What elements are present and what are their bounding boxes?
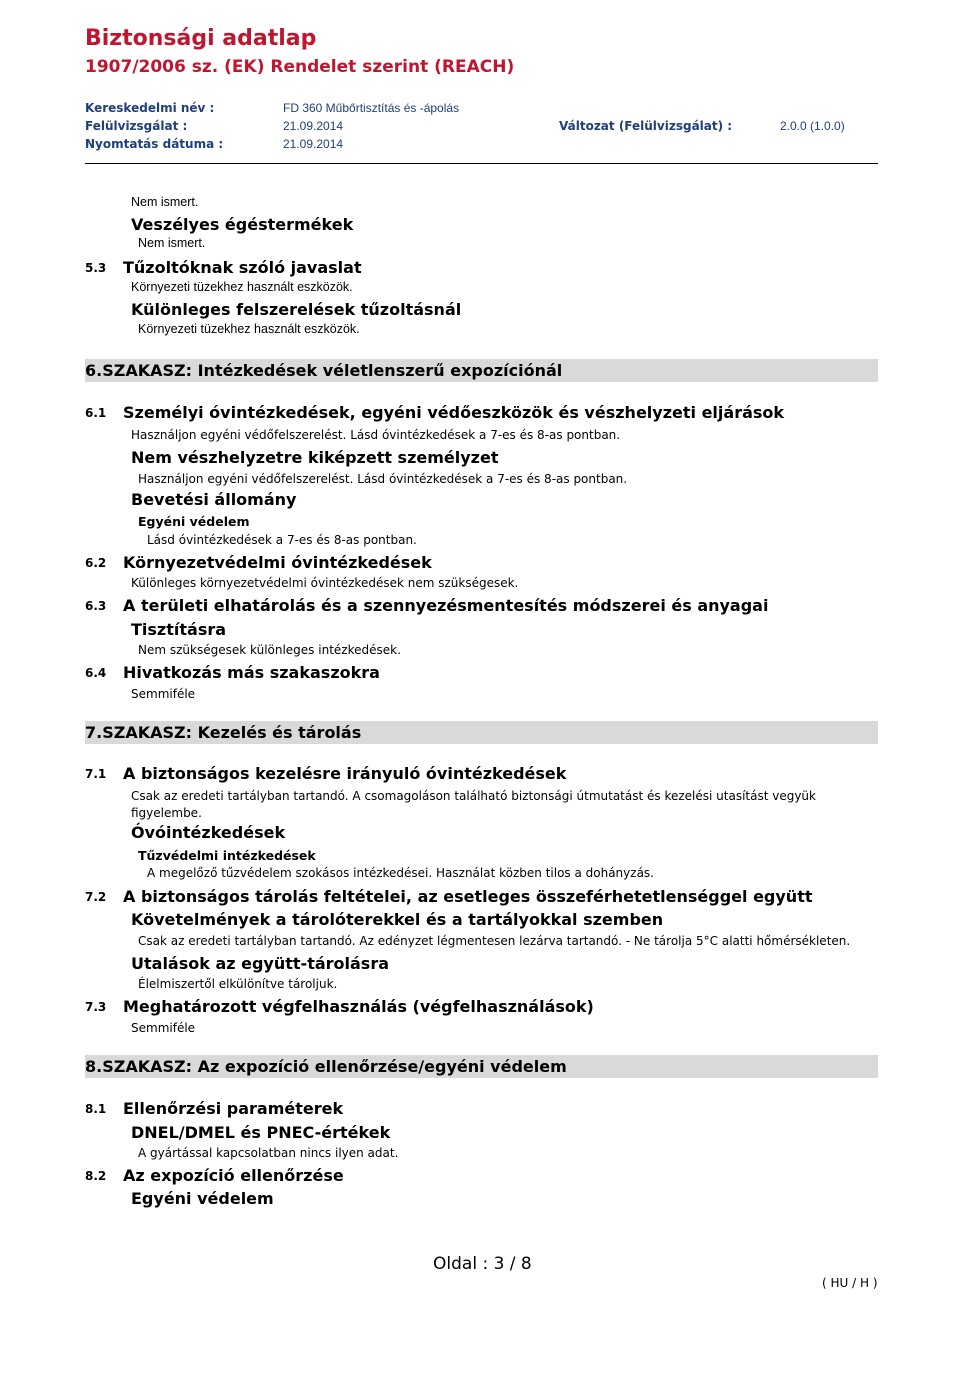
- cleaning-heading: Tisztításra: [131, 620, 227, 639]
- safe-handling-text-cont: figyelembe.: [131, 806, 202, 820]
- personal-precautions-text: Használjon egyéni védőfelszerelést. Lásd óvintézkedések a 7-es és 8-as pontban.: [131, 428, 621, 442]
- section-number: 7.1: [85, 767, 107, 781]
- storage-requirements-text: Csak az eredeti tartályban tartandó. Az edényzet légmentesen lezárva tartandó. - Ne tárolja 5°C alatti hőmérsékleten.: [138, 934, 851, 948]
- trade-name-value: FD 360 Műbőrtisztítás és -ápolás: [283, 101, 460, 115]
- special-equipment-heading: Különleges felszerelések tűzoltásnál: [131, 300, 462, 319]
- fire-protection-text: A megelőző tűzvédelem szokásos intézkedései. Használat közben tilos a dohányzás.: [147, 866, 654, 880]
- dnel-heading: DNEL/DMEL és PNEC-értékek: [131, 1123, 391, 1142]
- containment-heading: A területi elhatárolás és a szennyezésmentesítés módszerei és anyagai: [123, 596, 769, 615]
- cleaning-text: Nem szükségesek különleges intézkedések.: [138, 643, 401, 657]
- fire-protection-heading: Tűzvédelmi intézkedések: [138, 848, 316, 863]
- control-parameters-heading: Ellenőrzési paraméterek: [123, 1099, 344, 1118]
- non-emergency-heading: Nem vészhelyzetre kiképzett személyzet: [131, 448, 499, 467]
- section-number: 6.1: [85, 406, 107, 420]
- storage-requirements-heading: Követelmények a tárolóterekkel és a tartályokkal szemben: [131, 910, 664, 929]
- section-7-bar: [85, 721, 878, 744]
- special-equipment-text: Környezeti tüzekhez használt eszközök.: [138, 322, 360, 336]
- section-number: 6.3: [85, 599, 107, 613]
- end-use-heading: Meghatározott végfelhasználás (végfelhasználások): [123, 997, 594, 1016]
- precautions-heading: Óvóintézkedések: [131, 823, 286, 842]
- reference-heading: Hivatkozás más szakaszokra: [123, 663, 380, 682]
- personal-protection-heading: Egyéni védelem: [131, 1189, 274, 1208]
- personal-protection-heading: Egyéni védelem: [138, 514, 250, 529]
- safe-storage-heading: A biztonságos tárolás feltételei, az esetleges összeférhetetlenséggel együtt: [123, 887, 813, 906]
- print-date-value: 21.09.2014: [283, 137, 344, 151]
- reference-text: Semmiféle: [131, 687, 196, 701]
- environmental-text: Különleges környezetvédelmi óvintézkedések nem szükségesek.: [131, 576, 519, 590]
- page-number: Oldal : 3 / 8: [433, 1254, 532, 1274]
- exposure-controls-heading: Az expozíció ellenőrzése: [123, 1166, 344, 1185]
- language-code: ( HU / H ): [822, 1276, 878, 1290]
- section-6-bar: [85, 359, 878, 382]
- emergency-responders-heading: Bevetési állomány: [131, 490, 297, 509]
- revision-value: 21.09.2014: [283, 119, 344, 133]
- unknown-text: Nem ismert.: [131, 195, 199, 209]
- header-divider: [85, 163, 878, 164]
- section-8-title: 8.SZAKASZ: Az expozíció ellenőrzése/egyéni védelem: [85, 1057, 567, 1076]
- joint-storage-heading: Utalások az együtt-tárolásra: [131, 954, 390, 973]
- trade-name-label: Kereskedelmi név :: [85, 101, 215, 115]
- version-label: Változat (Felülvizsgálat) :: [559, 119, 733, 133]
- section-6-title: 6.SZAKASZ: Intézkedések véletlenszerű expozíciónál: [85, 361, 563, 380]
- section-number: 6.2: [85, 556, 107, 570]
- firefighters-text: Környezeti tüzekhez használt eszközök.: [131, 280, 353, 294]
- personal-precautions-heading: Személyi óvintézkedések, egyéni védőeszközök és vészhelyzeti eljárások: [123, 403, 785, 422]
- section-8-bar: [85, 1055, 878, 1078]
- firefighters-heading: Tűzoltóknak szóló javaslat: [123, 258, 362, 277]
- section-number: 7.2: [85, 890, 107, 904]
- section-number: 7.3: [85, 1000, 107, 1014]
- hazardous-products-text: Nem ismert.: [138, 236, 206, 250]
- non-emergency-text: Használjon egyéni védőfelszerelést. Lásd óvintézkedések a 7-es és 8-as pontban.: [138, 472, 628, 486]
- joint-storage-text: Élelmiszertől elkülönítve tároljuk.: [138, 977, 338, 991]
- end-use-text: Semmiféle: [131, 1021, 196, 1035]
- safe-handling-heading: A biztonságos kezelésre irányuló óvintézkedések: [123, 764, 567, 783]
- revision-label: Felülvizsgálat :: [85, 119, 188, 133]
- version-value: 2.0.0 (1.0.0): [780, 119, 845, 133]
- section-number: 6.4: [85, 666, 107, 680]
- hazardous-products-heading: Veszélyes égéstermékek: [131, 215, 354, 234]
- section-number: 8.2: [85, 1169, 107, 1183]
- dnel-text: A gyártással kapcsolatban nincs ilyen adat.: [138, 1146, 399, 1160]
- section-number: 5.3: [85, 261, 107, 275]
- section-7-title: 7.SZAKASZ: Kezelés és tárolás: [85, 723, 362, 742]
- document-title: Biztonsági adatlap: [85, 26, 317, 51]
- personal-protection-text: Lásd óvintézkedések a 7-es és 8-as pontban.: [147, 533, 417, 547]
- document-subtitle: 1907/2006 sz. (EK) Rendelet szerint (REACH): [85, 57, 515, 77]
- environmental-heading: Környezetvédelmi óvintézkedések: [123, 553, 432, 572]
- section-number: 8.1: [85, 1102, 107, 1116]
- print-date-label: Nyomtatás dátuma :: [85, 137, 224, 151]
- safe-handling-text: Csak az eredeti tartályban tartandó. A csomagoláson található biztonsági útmutatást és kezelési utasítást vegyük: [131, 789, 816, 803]
